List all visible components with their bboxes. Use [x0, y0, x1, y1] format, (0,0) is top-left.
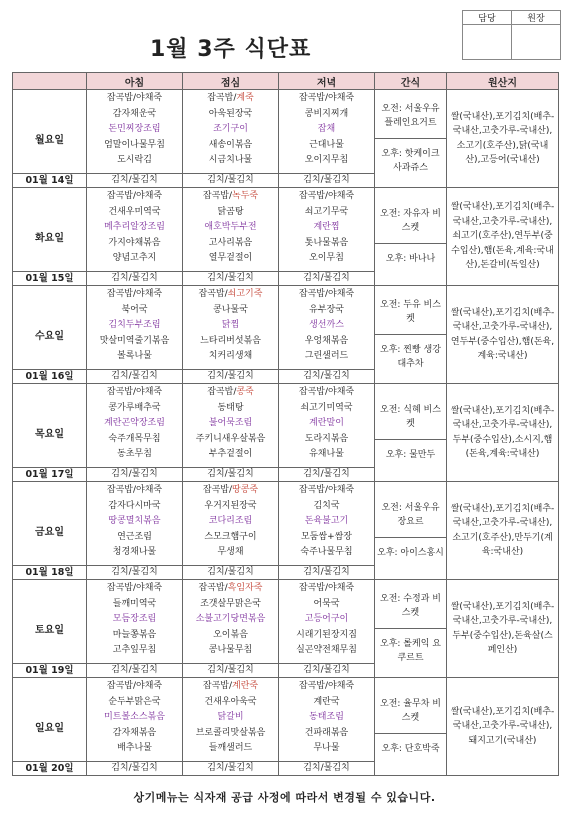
dish-item: 맛살미역줄기볶음: [99, 335, 170, 346]
dish-item: 실곤약전채무침: [296, 645, 357, 655]
day-cell: [13, 286, 87, 384]
dish-item: 감자채운국: [112, 108, 157, 119]
kimchi-cell: 김치/물김치: [183, 272, 279, 286]
day-cell: [13, 580, 87, 678]
day-name: 금요일: [35, 526, 64, 538]
snack-morning: 오전: 수정과 비스켓: [375, 584, 446, 629]
kimchi-cell: 김치/물김치: [183, 762, 279, 776]
snack-cell: [375, 286, 447, 384]
dish-item: 동태탕: [217, 402, 244, 413]
kimchi-cell: 김치/물김치: [87, 468, 183, 482]
dish-item: 브로콜리맛살볶음: [195, 727, 266, 738]
day-name: 일요일: [35, 722, 64, 734]
day-row: [13, 580, 559, 664]
origin-cell: 쌀(국내산),포기김치(배추-국내산,고춧가루-국내산),연두부(중수입산),햄(돈육,계육:국내산): [447, 286, 559, 384]
lunch-cell: [183, 188, 279, 272]
kimchi-cell: 김치/물김치: [183, 566, 279, 580]
snack-cell: [375, 90, 447, 188]
header-day: [13, 73, 87, 90]
dish-item: 불어묵조림: [208, 418, 253, 428]
dish-item: 어묵국: [313, 598, 340, 609]
dish-item: 잡곡밥/계란죽: [202, 681, 259, 691]
dish-item: 잡곡밥/야채죽: [106, 485, 163, 495]
dish-item: 우거지된장국: [204, 500, 257, 511]
snack-afternoon: 오후: 단호박죽: [381, 744, 440, 754]
dish-item: 콩나물무침: [208, 645, 253, 655]
dish-item: 돈민찌장조림: [108, 124, 161, 134]
lunch-cell: [183, 580, 279, 664]
dish-item: 마늘쫑볶음: [112, 629, 157, 640]
dish-item: 모듬장조림: [112, 614, 157, 624]
approval-sign-manager[interactable]: [463, 25, 512, 60]
dish-item: 들깨미역국: [112, 598, 157, 609]
day-row: [13, 188, 559, 272]
dish-item: 순두부맑은국: [108, 696, 161, 707]
dish-item: 조갯살무맑은국: [200, 598, 261, 609]
dish-item: 닭곰탕: [217, 206, 244, 217]
snack-morning: 오전: 서울우유 장요르: [375, 493, 446, 538]
dish-item: 돈육불고기: [304, 516, 349, 526]
dish-item: 잡곡밥/쇠고기죽: [198, 289, 263, 299]
breakfast-cell: [87, 90, 183, 174]
day-name: 토요일: [35, 624, 64, 636]
day-cell: [13, 384, 87, 482]
snack-afternoon: 오후: 물만두: [385, 450, 436, 460]
day-cell: [13, 678, 87, 776]
kimchi-cell: 김치/물김치: [279, 566, 375, 580]
dish-item: 잡곡밥/콩죽: [207, 387, 254, 397]
snack-afternoon: 오후: 바나나: [385, 254, 436, 264]
day-row: [13, 90, 559, 174]
dish-item: 숙주개목무침: [108, 433, 161, 444]
dish-item: 땅콩멸치볶음: [108, 516, 161, 526]
footer-notice: 상기메뉴는 식자재 공급 사정에 따라서 변경될 수 있습니다.: [133, 791, 436, 804]
dish-item: 감자채볶음: [112, 727, 157, 738]
dish-item: 건새우미역국: [108, 206, 161, 217]
header-origin: 원산지: [447, 73, 559, 90]
kimchi-cell: 김치/물김치: [87, 370, 183, 384]
kimchi-cell: 김치/물김치: [279, 664, 375, 678]
snack-afternoon: 오후: 롤케익 요쿠르트: [380, 639, 441, 663]
dinner-cell: [279, 384, 375, 468]
approval-label-director: 원장: [512, 11, 561, 25]
page-title: 1월 3주 식단표: [150, 37, 312, 62]
dish-item: 열무겉절이: [208, 253, 253, 263]
dish-item: 계란말이: [309, 418, 344, 428]
dish-item: 오이무침: [309, 253, 344, 263]
dish-item: 고추잎무침: [112, 645, 157, 655]
snack-morning: 오전: 두유 비스켓: [375, 290, 446, 335]
dinner-cell: [279, 90, 375, 174]
dish-item: 북어국: [121, 304, 148, 315]
origin-cell: 쌀(국내산),포기김치(배추-국내산,고춧가루-국내산),돼지고기(국내산): [447, 678, 559, 776]
dish-item: 건새우아욱국: [204, 696, 257, 707]
dish-item: 생선까스: [309, 320, 344, 330]
dish-item: 미트볼소스볶음: [104, 712, 165, 722]
kimchi-cell: 김치/물김치: [279, 370, 375, 384]
dinner-cell: [279, 286, 375, 370]
dish-item: 코다리조림: [208, 516, 253, 526]
kimchi-cell: 김치/물김치: [279, 468, 375, 482]
dinner-cell: [279, 188, 375, 272]
snack-afternoon: 오후: 아이스홍시: [377, 548, 444, 558]
dish-item: 잡곡밥/야채죽: [106, 289, 163, 299]
dish-item: 잡곡밥/야채죽: [298, 289, 355, 299]
dish-item: 잡곡밥/야채죽: [298, 93, 355, 103]
dish-item: 잡곡밥/야채죽: [106, 93, 163, 103]
dish-item: 메추리알장조림: [104, 222, 165, 232]
dish-item: 고등어구이: [304, 614, 349, 624]
dish-item: 콩가루배추국: [108, 402, 161, 413]
date-label: 01월 14일: [13, 173, 86, 187]
date-label: 01월 16일: [13, 369, 86, 383]
dish-item: 시래기된장지짐: [296, 629, 357, 640]
day-cell: [13, 90, 87, 188]
dish-item: 콩비지찌개: [304, 108, 349, 119]
lunch-cell: [183, 678, 279, 762]
kimchi-cell: 김치/물김치: [183, 664, 279, 678]
kimchi-cell: 김치/물김치: [183, 174, 279, 188]
dish-item: 도시락김: [117, 155, 152, 165]
snack-morning: 오전: 서울우유 플레인요거트: [375, 94, 446, 139]
snack-cell: [375, 678, 447, 776]
day-name: 월요일: [35, 134, 64, 146]
header-row: [13, 73, 559, 90]
kimchi-cell: 김치/물김치: [279, 762, 375, 776]
dish-item: 콩나물국: [213, 304, 248, 315]
snack-afternoon: 오후: 핫케이크 사과쥬스: [381, 149, 440, 173]
kimchi-cell: 김치/물김치: [87, 762, 183, 776]
lunch-cell: [183, 286, 279, 370]
breakfast-cell: [87, 678, 183, 762]
dish-item: 잡곡밥/계죽: [207, 93, 254, 103]
breakfast-cell: [87, 580, 183, 664]
date-label: 01월 15일: [13, 271, 86, 285]
dish-item: 그린샐러드: [304, 351, 349, 361]
kimchi-cell: 김치/물김치: [87, 566, 183, 580]
lunch-cell: [183, 384, 279, 468]
dish-item: 도라지볶음: [304, 433, 349, 444]
dish-item: 모둠쌈+쌈장: [300, 531, 352, 542]
origin-cell: 쌀(국내산),포기김치(배추-국내산,고춧가루-국내산),소고기(호주산),닭(국내산),고등어(국내산): [447, 90, 559, 188]
kimchi-cell: 김치/물김치: [183, 370, 279, 384]
dish-item: 잡채: [317, 124, 336, 134]
dish-item: 동초무침: [117, 449, 152, 459]
snack-cell: [375, 188, 447, 286]
dish-item: 잡곡밥/흑임자죽: [198, 583, 263, 593]
snack-cell: [375, 482, 447, 580]
origin-cell: 쌀(국내산),포기김치(배추-국내산,고춧가루-국내산),쇠고기(호주산),연두부(중수입산),햄(돈육,계육:국내산),돈갈비(독일산): [447, 188, 559, 286]
kimchi-cell: 김치/물김치: [279, 174, 375, 188]
day-row: [13, 678, 559, 762]
dish-item: 스모크햄구이: [204, 531, 257, 542]
header-dinner: 저녁: [279, 73, 375, 90]
dinner-cell: [279, 678, 375, 762]
dish-item: 잡곡밥/야채죽: [298, 681, 355, 691]
approval-box: [462, 10, 561, 60]
approval-label-manager: 담당: [463, 11, 512, 25]
dish-item: 엄말이나물무침: [104, 139, 165, 150]
day-row: [13, 286, 559, 370]
dish-item: 고사리볶음: [208, 237, 253, 248]
dish-item: 김치두부조림: [108, 320, 161, 330]
day-name: 수요일: [35, 330, 64, 342]
breakfast-cell: [87, 188, 183, 272]
breakfast-cell: [87, 482, 183, 566]
header-lunch: 점심: [183, 73, 279, 90]
snack-afternoon: 오후: 찐빵 생강대추차: [380, 345, 441, 369]
dish-item: 소불고기당면볶음: [195, 614, 266, 624]
dish-item: 잡곡밥/야채죽: [298, 485, 355, 495]
dish-item: 숙주나물무침: [300, 547, 353, 557]
dish-item: 새송이볶음: [208, 139, 253, 150]
dish-item: 잡곡밥/야채죽: [106, 191, 163, 201]
kimchi-cell: 김치/물김치: [87, 664, 183, 678]
menu-table: [12, 72, 559, 776]
day-cell: [13, 482, 87, 580]
dish-item: 애호박두부전: [204, 222, 257, 232]
dish-item: 동태조림: [309, 712, 344, 722]
dish-item: 시금치나물: [208, 155, 253, 165]
dish-item: 잡곡밥/녹두죽: [202, 191, 259, 201]
origin-cell: 쌀(국내산),포기김치(배추-국내산,고춧가루-국내산),소고기(호주산),만두기(계육:국내산): [447, 482, 559, 580]
day-cell: [13, 188, 87, 286]
header-snack: 간식: [375, 73, 447, 90]
origin-cell: 쌀(국내산),포기김치(배추-국내산,고춧가루-국내산),두부(중수입산),소시지,햄(돈육,계육:국내산): [447, 384, 559, 482]
dish-item: 부추겉절이: [208, 449, 253, 459]
dish-item: 양념고추지: [112, 253, 157, 263]
dish-item: 감자다시마국: [108, 500, 161, 511]
dinner-cell: [279, 482, 375, 566]
dish-item: 유부장국: [309, 304, 344, 315]
date-label: 01월 19일: [13, 663, 86, 677]
dish-item: 무나물: [313, 743, 340, 753]
dish-item: 잡곡밥/야채죽: [298, 387, 355, 397]
day-row: [13, 482, 559, 566]
dish-item: 아욱된장국: [208, 108, 253, 119]
dish-item: 닭찜: [221, 320, 240, 330]
breakfast-cell: [87, 384, 183, 468]
dish-item: 주키니새우살볶음: [195, 433, 266, 444]
date-label: 01월 20일: [13, 761, 86, 775]
day-name: 화요일: [35, 232, 64, 244]
dish-item: 조기구이: [213, 124, 248, 134]
dish-item: 오이지무침: [304, 155, 349, 165]
dish-item: 잡곡밥/야채죽: [106, 681, 163, 691]
dish-item: 우엉채볶음: [304, 335, 349, 346]
dish-item: 쇠고기무국: [304, 206, 349, 217]
dish-item: 연근조림: [117, 531, 152, 542]
dish-item: 잡곡밥/야채죽: [106, 387, 163, 397]
dinner-cell: [279, 580, 375, 664]
origin-cell: 쌀(국내산),포기김치(배추-국내산,고춧가루-국내산),두부(중수입산),돈육살(스페인산): [447, 580, 559, 678]
dish-item: 오이볶음: [213, 629, 248, 640]
dish-item: 잡곡밥/야채죽: [298, 191, 355, 201]
date-label: 01월 18일: [13, 565, 86, 579]
dish-item: 톳나물볶음: [304, 237, 349, 248]
dish-item: 들깨샐러드: [208, 743, 253, 753]
dish-item: 잡곡밥/야채죽: [106, 583, 163, 593]
dish-item: 김치국: [313, 500, 340, 511]
dish-item: 무생채: [217, 547, 244, 557]
snack-morning: 오전: 율무차 비스켓: [375, 689, 446, 734]
dish-item: 유채나물: [309, 449, 344, 459]
lunch-cell: [183, 90, 279, 174]
kimchi-cell: 김치/물김치: [87, 174, 183, 188]
dish-item: 닭갈비: [217, 712, 244, 722]
snack-morning: 오전: 식혜 비스켓: [375, 395, 446, 440]
dish-item: 쇠고기미역국: [300, 402, 353, 413]
breakfast-cell: [87, 286, 183, 370]
snack-morning: 오전: 자유자 비스켓: [375, 199, 446, 244]
dish-item: 건파래볶음: [304, 727, 349, 738]
dish-item: 계란찜: [313, 222, 340, 232]
kimchi-cell: 김치/물김치: [279, 272, 375, 286]
snack-cell: [375, 580, 447, 678]
day-row: [13, 384, 559, 468]
approval-sign-director[interactable]: [512, 25, 561, 60]
day-name: 목요일: [35, 428, 64, 440]
dish-item: 가지야채볶음: [108, 237, 161, 248]
dish-item: 잡곡밥/야채죽: [298, 583, 355, 593]
dish-item: 배추나물: [117, 743, 152, 753]
lunch-cell: [183, 482, 279, 566]
dish-item: 청경채나물: [112, 547, 157, 557]
dish-item: 잡곡밥/땅콩죽: [202, 485, 259, 495]
dish-item: 볼록나물: [117, 351, 152, 361]
dish-item: 근대나물: [309, 139, 344, 150]
snack-cell: [375, 384, 447, 482]
dish-item: 느타리버섯볶음: [200, 335, 261, 346]
header-breakfast: 아침: [87, 73, 183, 90]
dish-item: 계란곤약장조림: [104, 418, 165, 428]
date-label: 01월 17일: [13, 467, 86, 481]
dish-item: 치커리생채: [208, 351, 253, 361]
dish-item: 계란국: [313, 696, 340, 707]
kimchi-cell: 김치/물김치: [183, 468, 279, 482]
kimchi-cell: 김치/물김치: [87, 272, 183, 286]
